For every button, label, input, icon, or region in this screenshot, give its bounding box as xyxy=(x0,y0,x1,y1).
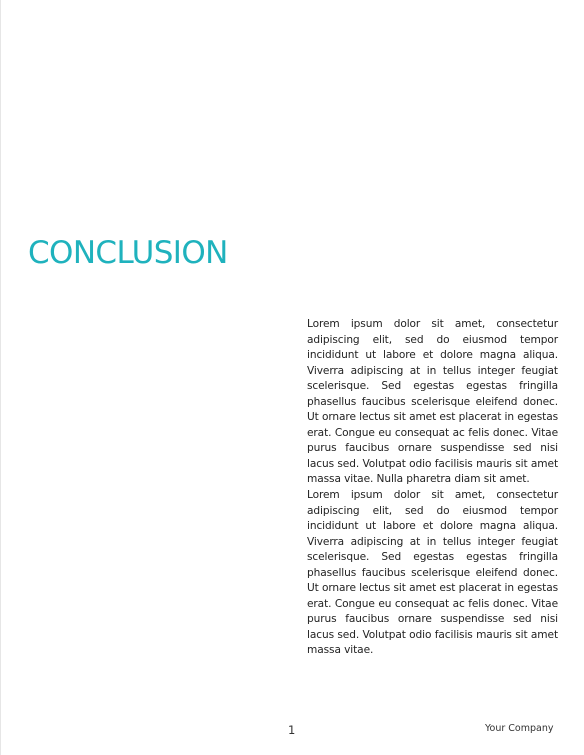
page-title: CONCLUSION xyxy=(28,235,228,271)
body-text xyxy=(307,317,558,659)
footer-company-name: Your Company xyxy=(485,723,554,734)
page-number: 1 xyxy=(288,723,296,737)
paragraph-1: Lorem ipsum dolor sit amet, consectetur adipiscing elit, sed do eiusmod tempor incididunt ut labore et dolore magna aliqua. Viverra adipiscing at in tellus integer feugiat scelerisque. Sed egestas egestas fringilla phasellus faucibus scelerisque eleifend donec. Ut ornare lectus sit amet est placerat in egestas erat. Congue eu consequat ac felis donec. Vitae purus faucibus ornare suspendisse sed nisi lacus sed. Volutpat odio facilisis mauris sit amet massa vitae. Nulla pharetra diam sit amet. xyxy=(307,318,559,486)
paragraph-2: Lorem ipsum dolor sit amet, consectetur adipiscing elit, sed do eiusmod tempor incididunt ut labore et dolore magna aliqua. Viverra adipiscing at in tellus integer feugiat scelerisque. Sed egestas egestas fringilla phasellus faucibus scelerisque eleifend donec. Ut ornare lectus sit amet est placerat in egestas erat. Congue eu consequat ac felis donec. Vitae purus faucibus ornare suspendisse sed nisi lacus sed. Volutpat odio facilisis mauris sit amet massa vitae. xyxy=(307,489,559,657)
